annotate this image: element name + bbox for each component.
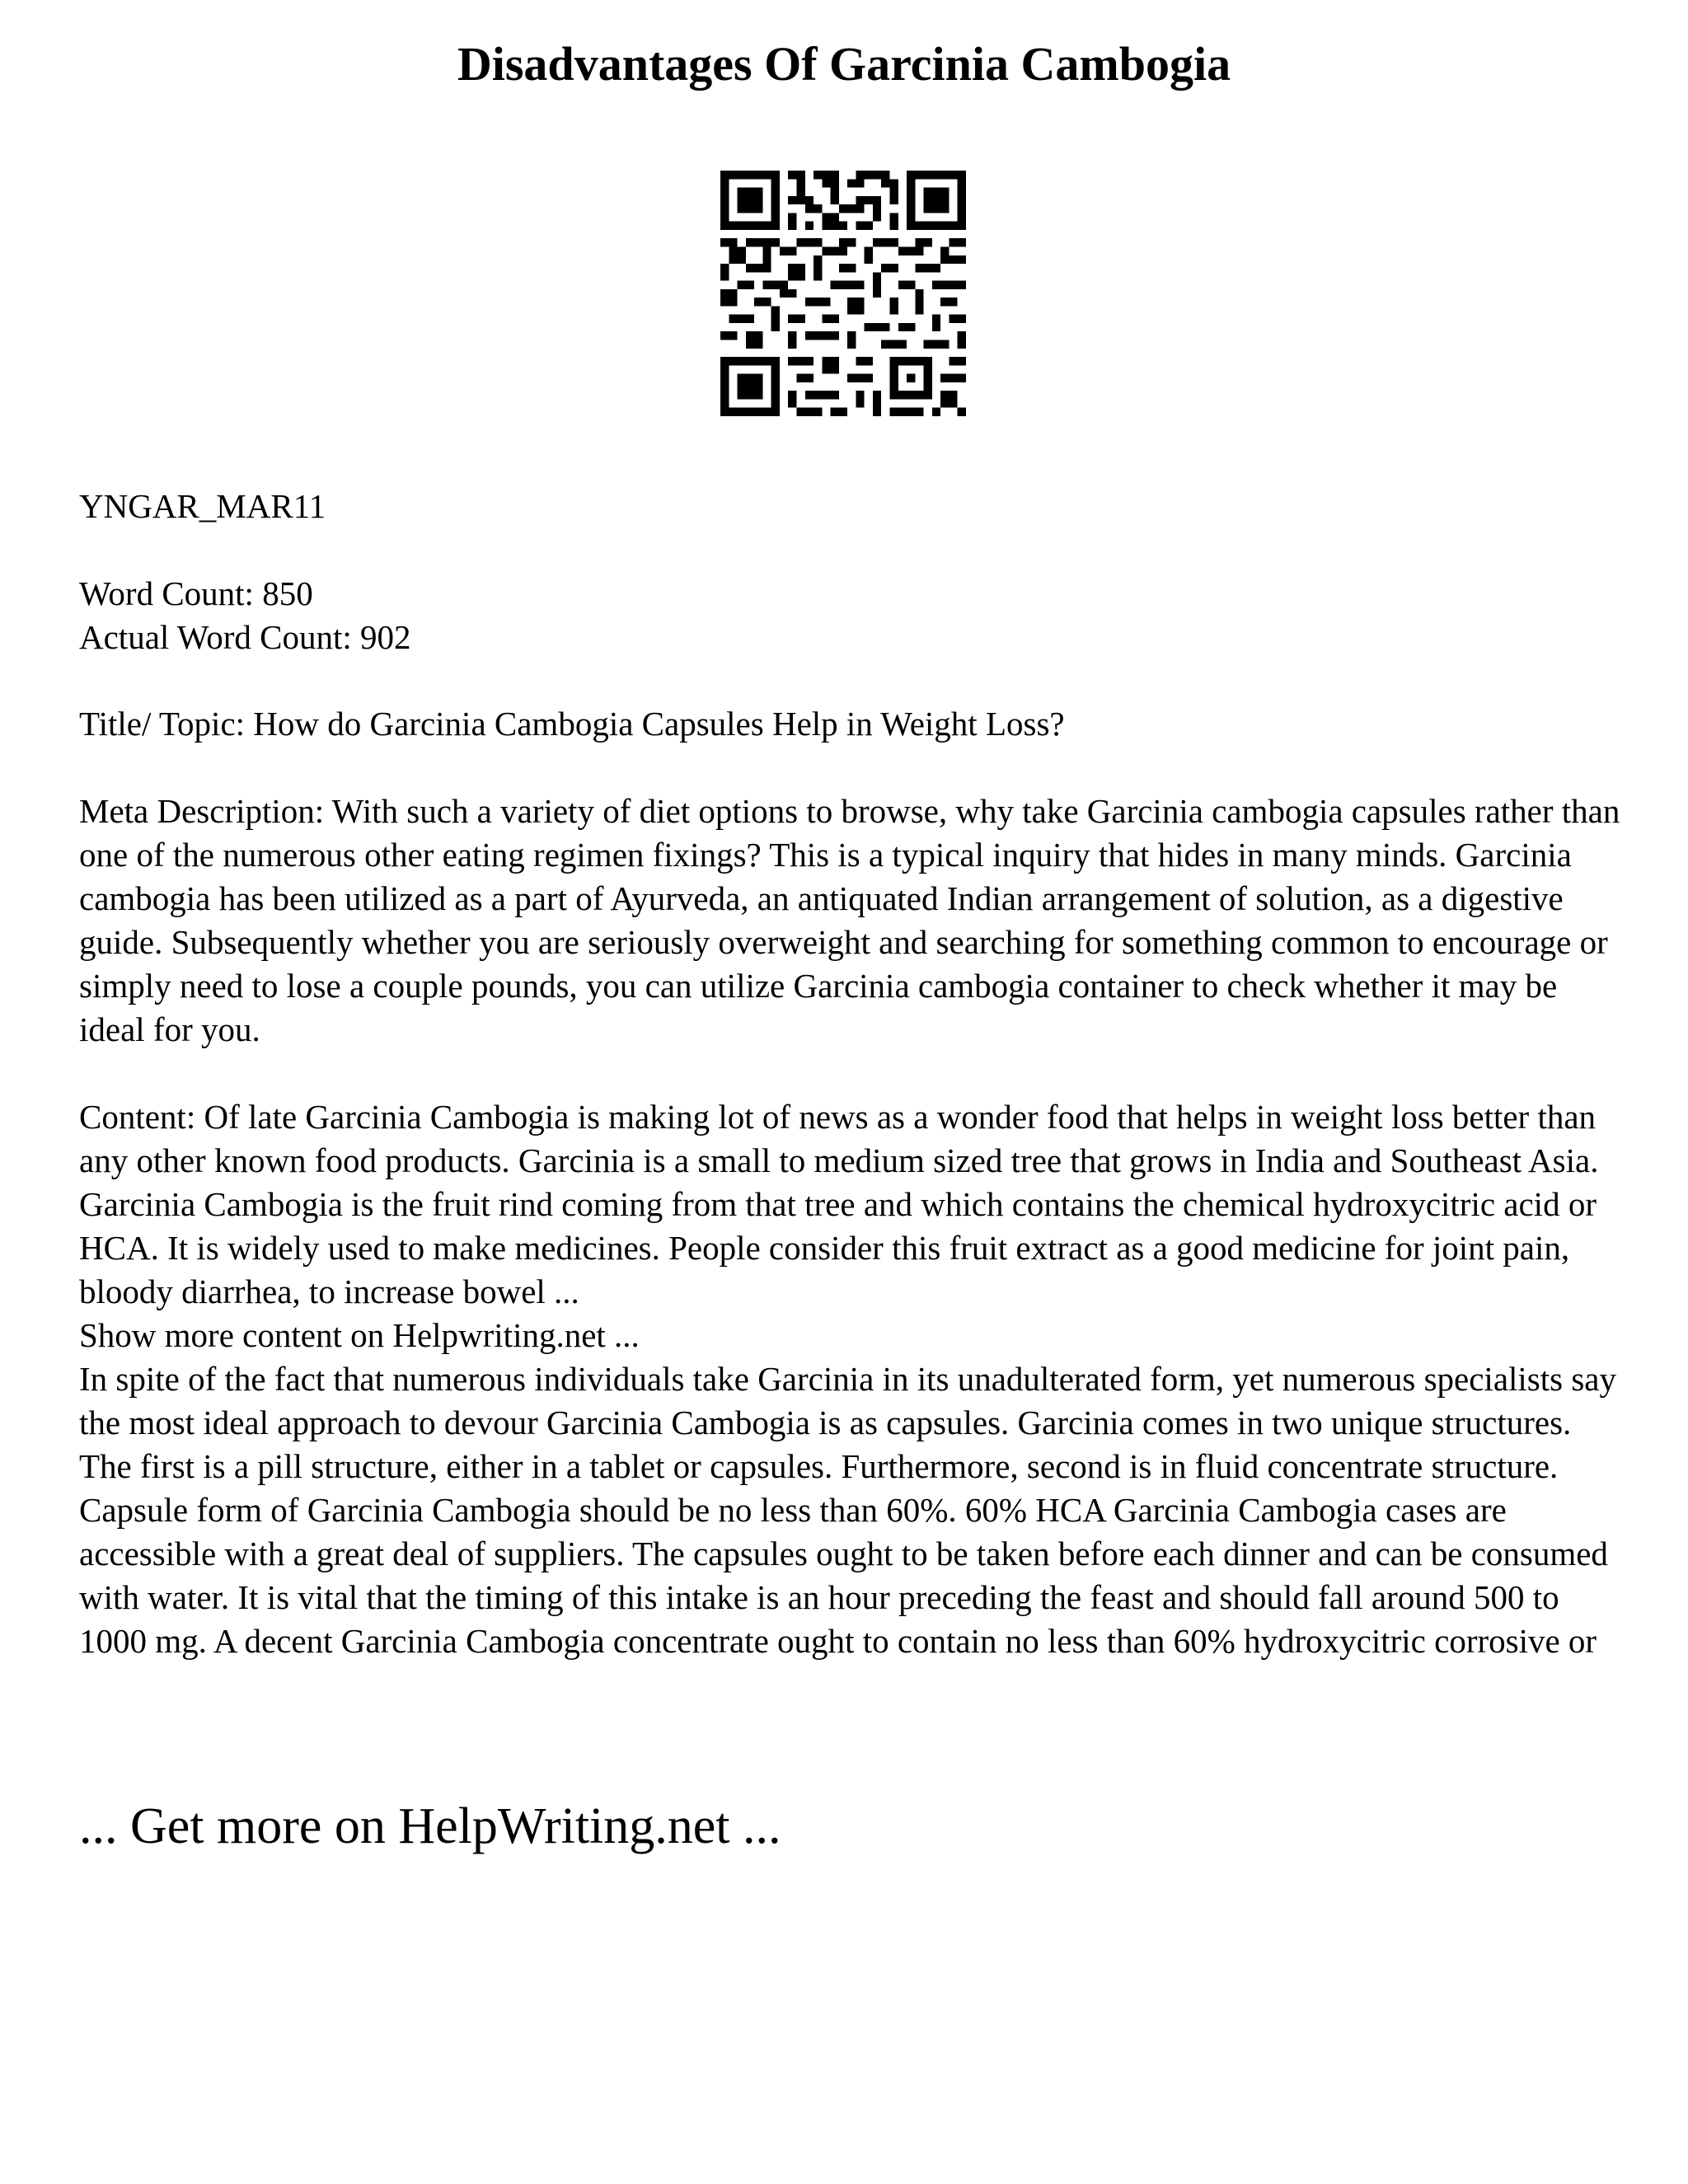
word-counts [79, 572, 1629, 659]
document-code: YNGAR_MAR11 [79, 487, 326, 525]
meta-description: Meta Description: With such a variety of diet options to browse, why take Garcinia cambogia capsules rather than one of the numerous other eating regimen fixings? This is a typical inquiry that hides in many minds. Garcinia cambogia has been utilized as a part of Ayurveda, an antiquated Indian arrangement of solution, as a digestive guide. Subsequently whether you are seriously overweight and searching for something common to encourage or simply need to lose a couple pounds, you can utilize Garcinia cambogia container to check whether it may be ideal for you. [79, 792, 1620, 1048]
show-more-link[interactable]: Show more content on Helpwriting.net ... [79, 1316, 640, 1354]
content-section [79, 1095, 1629, 1663]
content-paragraph: Capsule form of Garcinia Cambogia should be no less than 60%. 60% HCA Garcinia Cambogia cases are accessible with a great deal of suppliers. The capsules ought to be taken before each dinner and can be consumed with water. It is vital that the timing of this intake is an hour preceding the feast and should fall around 500 to 1000 mg. A decent Garcinia Cambogia concentrate ought to contain no less than 60% hydroxycitric corrosive or [79, 1491, 1608, 1660]
qr-code-icon [720, 171, 966, 416]
content-intro: Content: Of late Garcinia Cambogia is making lot of news as a wonder food that helps in weight loss better than any other known food products. Garcinia is a small to medium sized tree that grows in India and Southeast Asia. Garcinia Cambogia is the fruit rind coming from that tree and which contains the chemical hydroxycitric acid or HCA. It is widely used to make medicines. People consider this fruit extract as a good medicine for joint pain, bloody diarrhea, to increase bowel ... [79, 1098, 1599, 1310]
topic-line: Title/ Topic: How do Garcinia Cambogia Capsules Help in Weight Loss? [79, 705, 1065, 743]
content-paragraph: In spite of the fact that numerous individuals take Garcinia in its unadulterated form, yet numerous specialists say the most ideal approach to devour Garcinia Cambogia is as capsules. Garcinia comes in two unique structures. The first is a pill structure, either in a tablet or capsules. Furthermore, second is in fluid concentrate structure. [79, 1360, 1616, 1485]
page-title: Disadvantages Of Garcinia Cambogia [457, 37, 1231, 91]
get-more-link[interactable]: ... Get more on HelpWriting.net ... [79, 1798, 781, 1854]
word-count: Word Count: 850 [79, 574, 313, 612]
actual-word-count: Actual Word Count: 902 [79, 618, 411, 656]
